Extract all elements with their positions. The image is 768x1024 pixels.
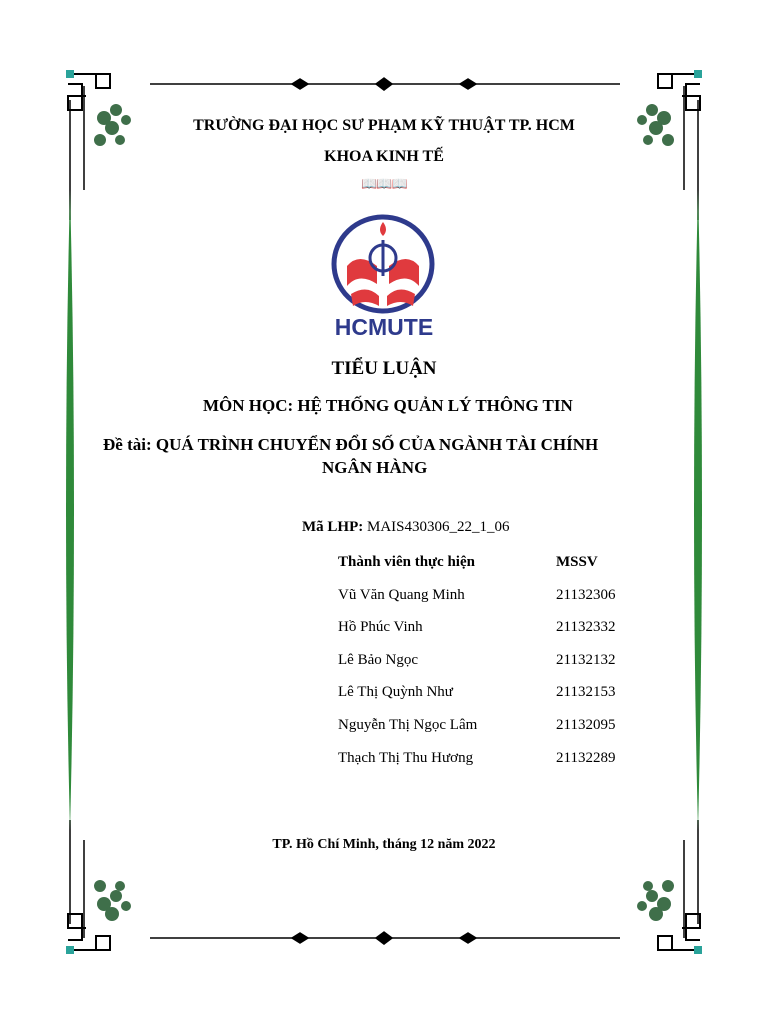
member-id: 21132095 [556, 716, 616, 733]
member-name: Thạch Thị Thu Hương [338, 749, 474, 766]
table-row [338, 587, 638, 620]
table-row [338, 717, 638, 750]
header-student-id: MSSV [556, 554, 598, 570]
school-name: TRƯỜNG ĐẠI HỌC SƯ PHẠM KỸ THUẬT TP. HCM [193, 117, 575, 134]
member-name: Hồ Phúc Vinh [338, 619, 423, 636]
faculty-name: KHOA KINH TẾ [324, 148, 444, 165]
class-code-value: MAIS430306_22_1_06 [367, 519, 510, 535]
corner-ornament-top-left [66, 70, 110, 220]
member-id: 21132153 [556, 684, 616, 701]
member-id: 21132289 [556, 749, 616, 766]
member-name: Nguyễn Thị Ngọc Lâm [338, 716, 478, 733]
topic-line-1: Đề tài: QUÁ TRÌNH CHUYỂN ĐỔI SỐ CỦA NGÀNH TÀI CHÍNH [103, 435, 599, 454]
member-name: Lê Thị Quỳnh Như [338, 684, 453, 701]
right-vine [694, 190, 702, 830]
document-type: TIỂU LUẬN [331, 358, 437, 379]
members-header-row [338, 554, 638, 587]
place-date: TP. Hồ Chí Minh, tháng 12 năm 2022 [272, 837, 496, 852]
top-scroll-line [150, 78, 620, 90]
member-id: 21132332 [556, 619, 616, 636]
topic-line-2: NGÂN HÀNG [322, 458, 428, 477]
class-code-label: Mã LHP: [302, 519, 364, 535]
member-name: Vũ Văn Quang Minh [338, 586, 465, 603]
logo-wordmark: HCMUTE [334, 314, 434, 340]
left-vine [66, 190, 74, 830]
corner-ornament-top-right [658, 70, 702, 220]
class-code [302, 519, 510, 536]
bottom-scroll-line [150, 932, 620, 944]
table-row [338, 652, 638, 685]
leaf-cluster-bottom-left [94, 880, 131, 921]
member-id: 21132132 [556, 651, 616, 668]
leaf-cluster-bottom-right [637, 880, 674, 921]
members-table [338, 554, 638, 782]
member-id: 21132306 [556, 586, 616, 603]
table-row [338, 750, 638, 783]
table-row [338, 619, 638, 652]
header-member-name: Thành viên thực hiện [338, 554, 475, 570]
table-row [338, 684, 638, 717]
member-name: Lê Bảo Ngọc [338, 651, 418, 668]
topic-title [103, 433, 683, 479]
subject-line: MÔN HỌC: HỆ THỐNG QUẢN LÝ THÔNG TIN [203, 396, 573, 415]
book-ornament: 📖📖📖 [361, 176, 407, 191]
